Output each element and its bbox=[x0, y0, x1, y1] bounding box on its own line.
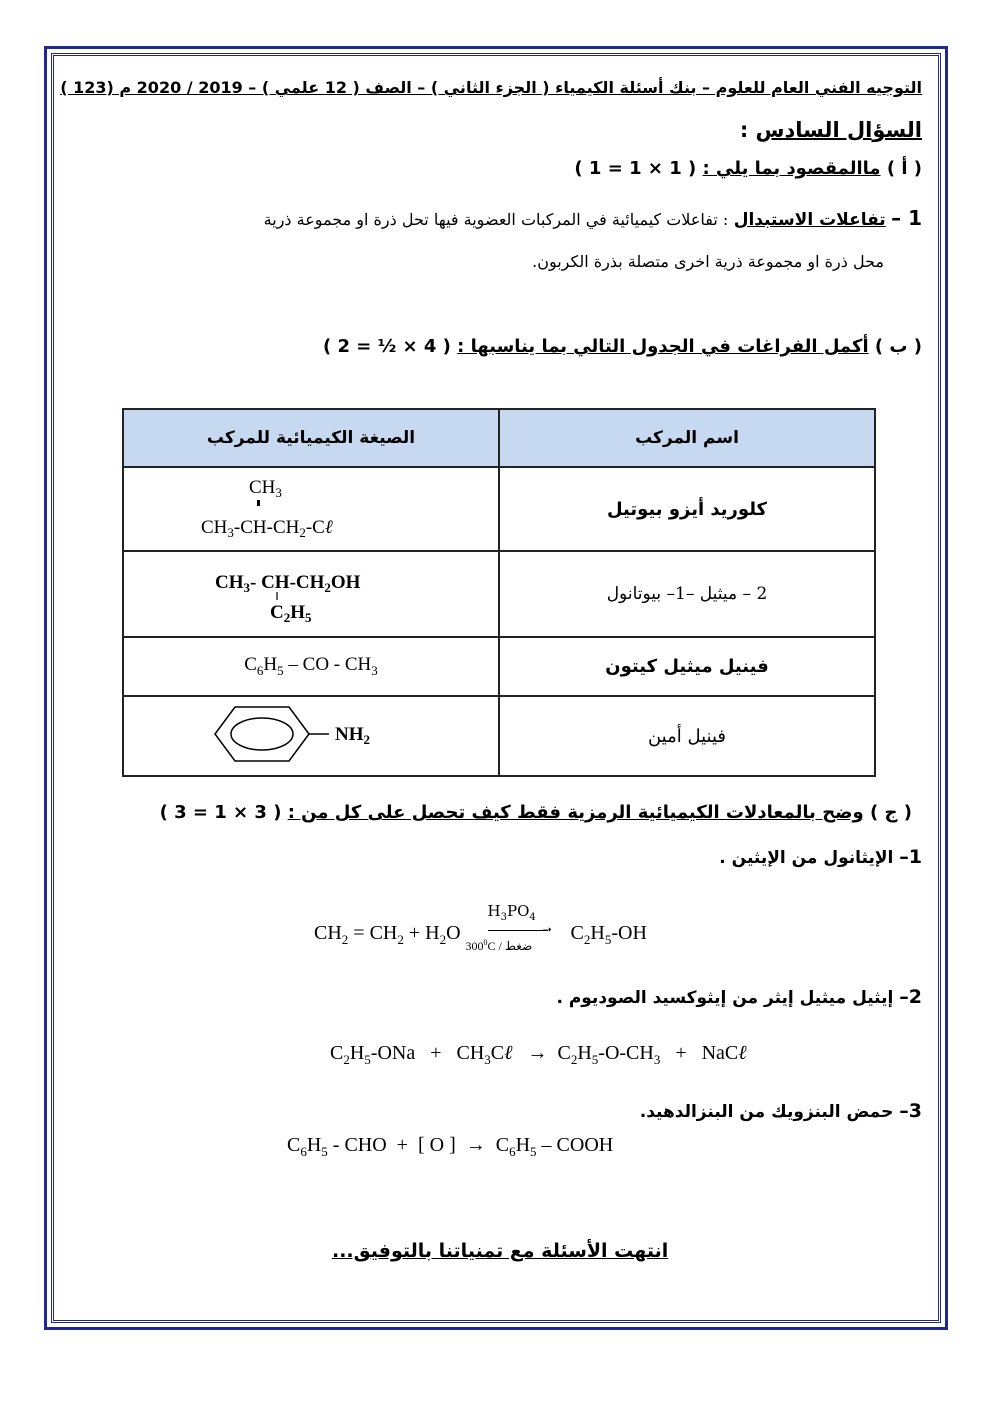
compounds-table bbox=[122, 408, 876, 777]
catalyst-label: $H_3PO_4$ bbox=[487, 902, 536, 924]
sub-question-text: حمض البنزويك من البنزالدهيد. bbox=[639, 1102, 894, 1122]
question-title: السؤال السادس bbox=[755, 118, 922, 142]
compound-name: كلوريد أيزو بيوتيل bbox=[499, 467, 875, 551]
arrow-shaft bbox=[488, 930, 548, 931]
sub-question-3 bbox=[640, 1100, 922, 1122]
question-heading bbox=[740, 118, 922, 142]
header-formula: الصيغة الكيميائية للمركب bbox=[123, 409, 499, 467]
benzene-ring bbox=[215, 707, 309, 761]
benzene-circle bbox=[231, 718, 293, 750]
part-b-prompt: أكمل الفراغات في الجدول التالي بما يناسبها : bbox=[457, 336, 869, 357]
part-c-prompt: وضح بالمعادلات الكيميائية الرمزية فقط كيف تحصل على كل من : bbox=[287, 802, 864, 823]
part-b-heading bbox=[323, 336, 922, 357]
branch-c2h5: $C_2H_5$ bbox=[270, 602, 312, 624]
amine-group: $NH_2$ bbox=[335, 724, 370, 747]
branch-ch3: $CH_3$ bbox=[249, 477, 282, 500]
sub-question-number: 3– bbox=[899, 1100, 922, 1122]
item-number: 1 – bbox=[891, 206, 922, 230]
sub-question-text: إيثيل ميثيل إيثر من إيثوكسيد الصوديوم . bbox=[556, 988, 894, 1008]
part-b-label: ( ب ) bbox=[874, 336, 922, 357]
arrow-head-icon: ➝ bbox=[542, 924, 552, 937]
part-c-marks: ( 3 × 1 = 3 ) bbox=[159, 802, 282, 823]
table-row bbox=[123, 551, 875, 637]
table-row bbox=[123, 467, 875, 551]
definition-text: : تفاعلات كيميائية في المركبات العضوية فيها تحل ذرة او مجموعة ذرية bbox=[263, 210, 729, 229]
part-a-label: ( أ ) bbox=[886, 158, 922, 179]
definition-line-1 bbox=[264, 206, 922, 230]
equation-ethanol: $CH_2 = CH_2 + H_2O$ $H_3PO_4$ ➝ $300^0C$ / ضغط $C_2H_5-OH$ bbox=[314, 902, 647, 954]
methyl-butanol-formula bbox=[211, 560, 411, 624]
equation-benzoic-acid: $C_6H_5$ - CHO + [ O ] → $C_6H_5$ – COOH bbox=[287, 1134, 614, 1159]
part-a-heading bbox=[574, 158, 922, 179]
sub-question-number: 1– bbox=[899, 846, 922, 868]
part-a-marks: ( 1 × 1 = 1 ) bbox=[574, 158, 697, 179]
part-b-marks: ( 4 × ½ = 2 ) bbox=[322, 336, 451, 357]
sub-question-text: الإيثانول من الإيثين . bbox=[719, 848, 894, 868]
term: تفاعلات الاستبدال bbox=[733, 210, 886, 230]
formula-cell bbox=[123, 551, 499, 637]
reaction-arrow-conditions bbox=[465, 902, 556, 954]
sub-question-1 bbox=[719, 846, 922, 868]
closing-note: انتهت الأسئلة مع تمنياتنا بالتوفيق... bbox=[332, 1240, 669, 1262]
formula-cell: $C_6H_5$ – CO - $CH_3$ bbox=[123, 637, 499, 696]
part-c-heading bbox=[160, 802, 912, 823]
part-c-label: ( ج ) bbox=[870, 802, 912, 823]
definition-line-2: محل ذرة او مجموعة ذرية اخرى متصلة بذرة الكربون. bbox=[532, 252, 884, 271]
question-colon: : bbox=[739, 118, 749, 142]
table-row bbox=[123, 637, 875, 696]
compound-name: فينيل أمين bbox=[499, 696, 875, 776]
formula-cell bbox=[123, 467, 499, 551]
sub-question-number: 2– bbox=[899, 986, 922, 1008]
page-header: التوجيه الفني العام للعلوم – بنك أسئلة الكيمياء ( الجزء الثاني ) – الصف ( 12 علمي ) – 2019 / 2020 م (123 ) bbox=[60, 78, 922, 97]
main-chain: $CH_3-CH-CH_2-C\ell$ bbox=[201, 517, 333, 540]
branch-bond bbox=[257, 500, 260, 506]
header-name: اسم المركب bbox=[499, 409, 875, 467]
part-a-prompt: ماالمقصود بما يلي : bbox=[702, 158, 881, 179]
main-chain: $CH_3-$ $CH-CH_2OH$ bbox=[215, 572, 361, 595]
sub-question-2 bbox=[556, 986, 922, 1008]
compound-name: 2 – ميثيل –1– بيوتانول bbox=[499, 551, 875, 637]
equation-ether: $C_2H_5$-ONa + $CH_3C\ell \to C_2H_5-O-CH_3$ + NaCℓ bbox=[330, 1042, 747, 1067]
table-header-row bbox=[123, 409, 875, 467]
isobutyl-chloride-formula bbox=[201, 471, 421, 543]
formula-cell bbox=[123, 696, 499, 776]
condition-label: $300^0C$ / ضغط bbox=[465, 938, 533, 954]
aniline-formula bbox=[211, 699, 411, 769]
table-row bbox=[123, 696, 875, 776]
compound-name: فينيل ميثيل كيتون bbox=[499, 637, 875, 696]
